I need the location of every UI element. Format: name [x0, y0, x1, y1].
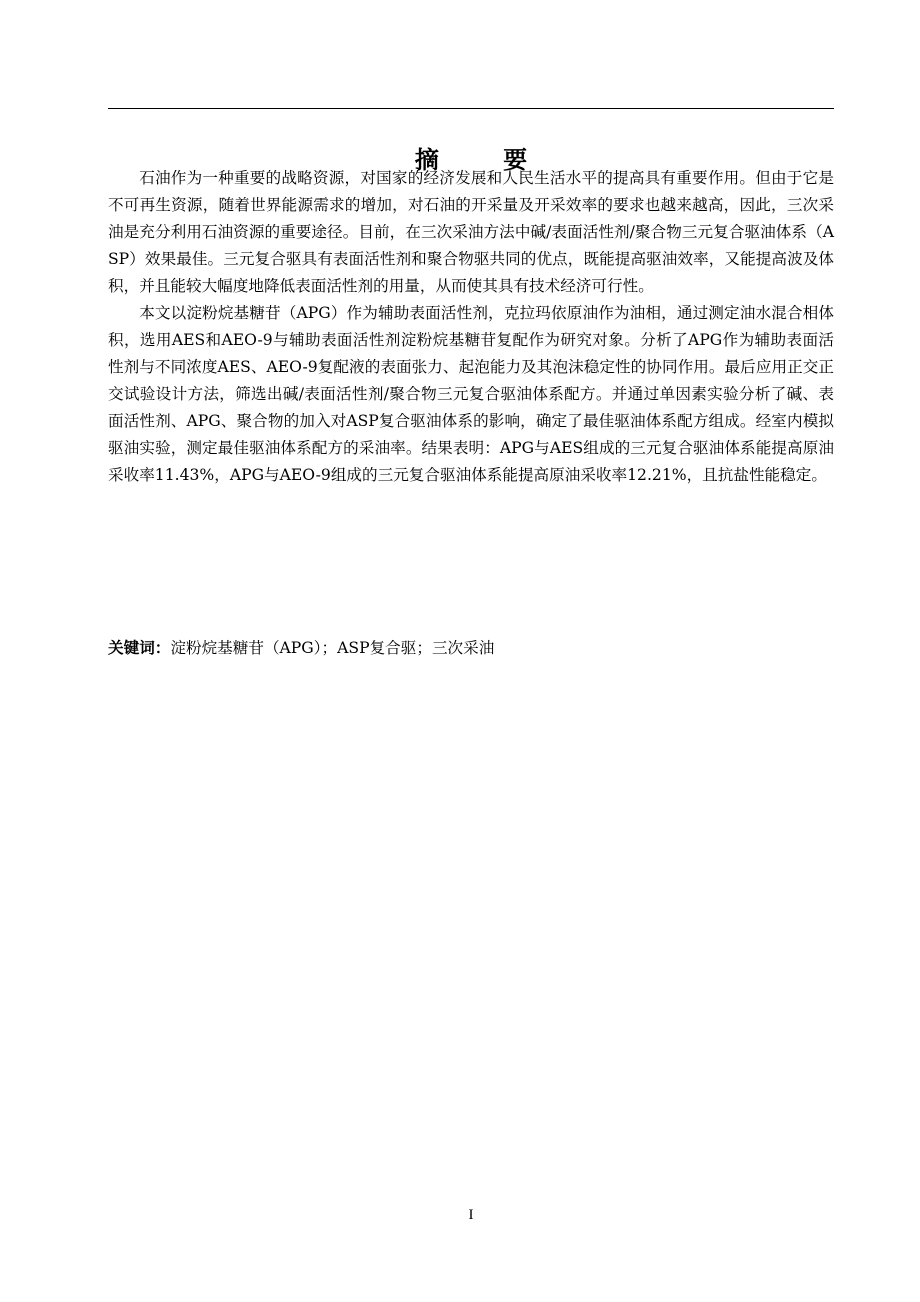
page-number: I	[468, 1207, 474, 1223]
abstract-body	[108, 165, 834, 489]
header-rule	[108, 108, 834, 109]
paragraph-1: 石油作为一种重要的战略资源，对国家的经济发展和人民生活水平的提高具有重要作用。但由于它是不可再生资源，随着世界能源需求的增加，对石油的开采量及开采效率的要求也越来越高，因此，三次采油是充分利用石油资源的重要途径。目前，在三次采油方法中碱/表面活性剂/聚合物三元复合驱油体系（ASP）效果最佳。三元复合驱具有表面活性剂和聚合物驱共同的优点，既能提高驱油效率，又能提高波及体积，并且能较大幅度地降低表面活性剂的用量，从而使其具有技术经济可行性。	[108, 169, 834, 295]
paragraph-2: 本文以淀粉烷基糖苷（APG）作为辅助表面活性剂，克拉玛依原油作为油相，通过测定油水混合相体积，选用AES和AEO-9与辅助表面活性剂淀粉烷基糖苷复配作为研究对象。分析了APG作为辅助表面活性剂与不同浓度AES、AEO-9复配液的表面张力、起泡能力及其泡沫稳定性的协同作用。最后应用正交正交试验设计方法，筛选出碱/表面活性剂/聚合物三元复合驱油体系配方。并通过单因素实验分析了碱、表面活性剂、APG、聚合物的加入对ASP复合驱油体系的影响，确定了最佳驱油体系配方组成。经室内模拟驱油实验，测定最佳驱油体系配方的采油率。结果表明：APG与AES组成的三元复合驱油体系能提高原油采收率11.43%，APG与AEO-9组成的三元复合驱油体系能提高原油采收率12.21%，且抗盐性能稳定。	[108, 304, 834, 484]
keywords-line	[108, 635, 834, 662]
keywords-label: 关键词：	[108, 639, 171, 657]
abstract-title: 摘 要	[414, 146, 556, 174]
keywords-value: 淀粉烷基糖苷（APG）；ASP复合驱；三次采油	[170, 639, 495, 657]
